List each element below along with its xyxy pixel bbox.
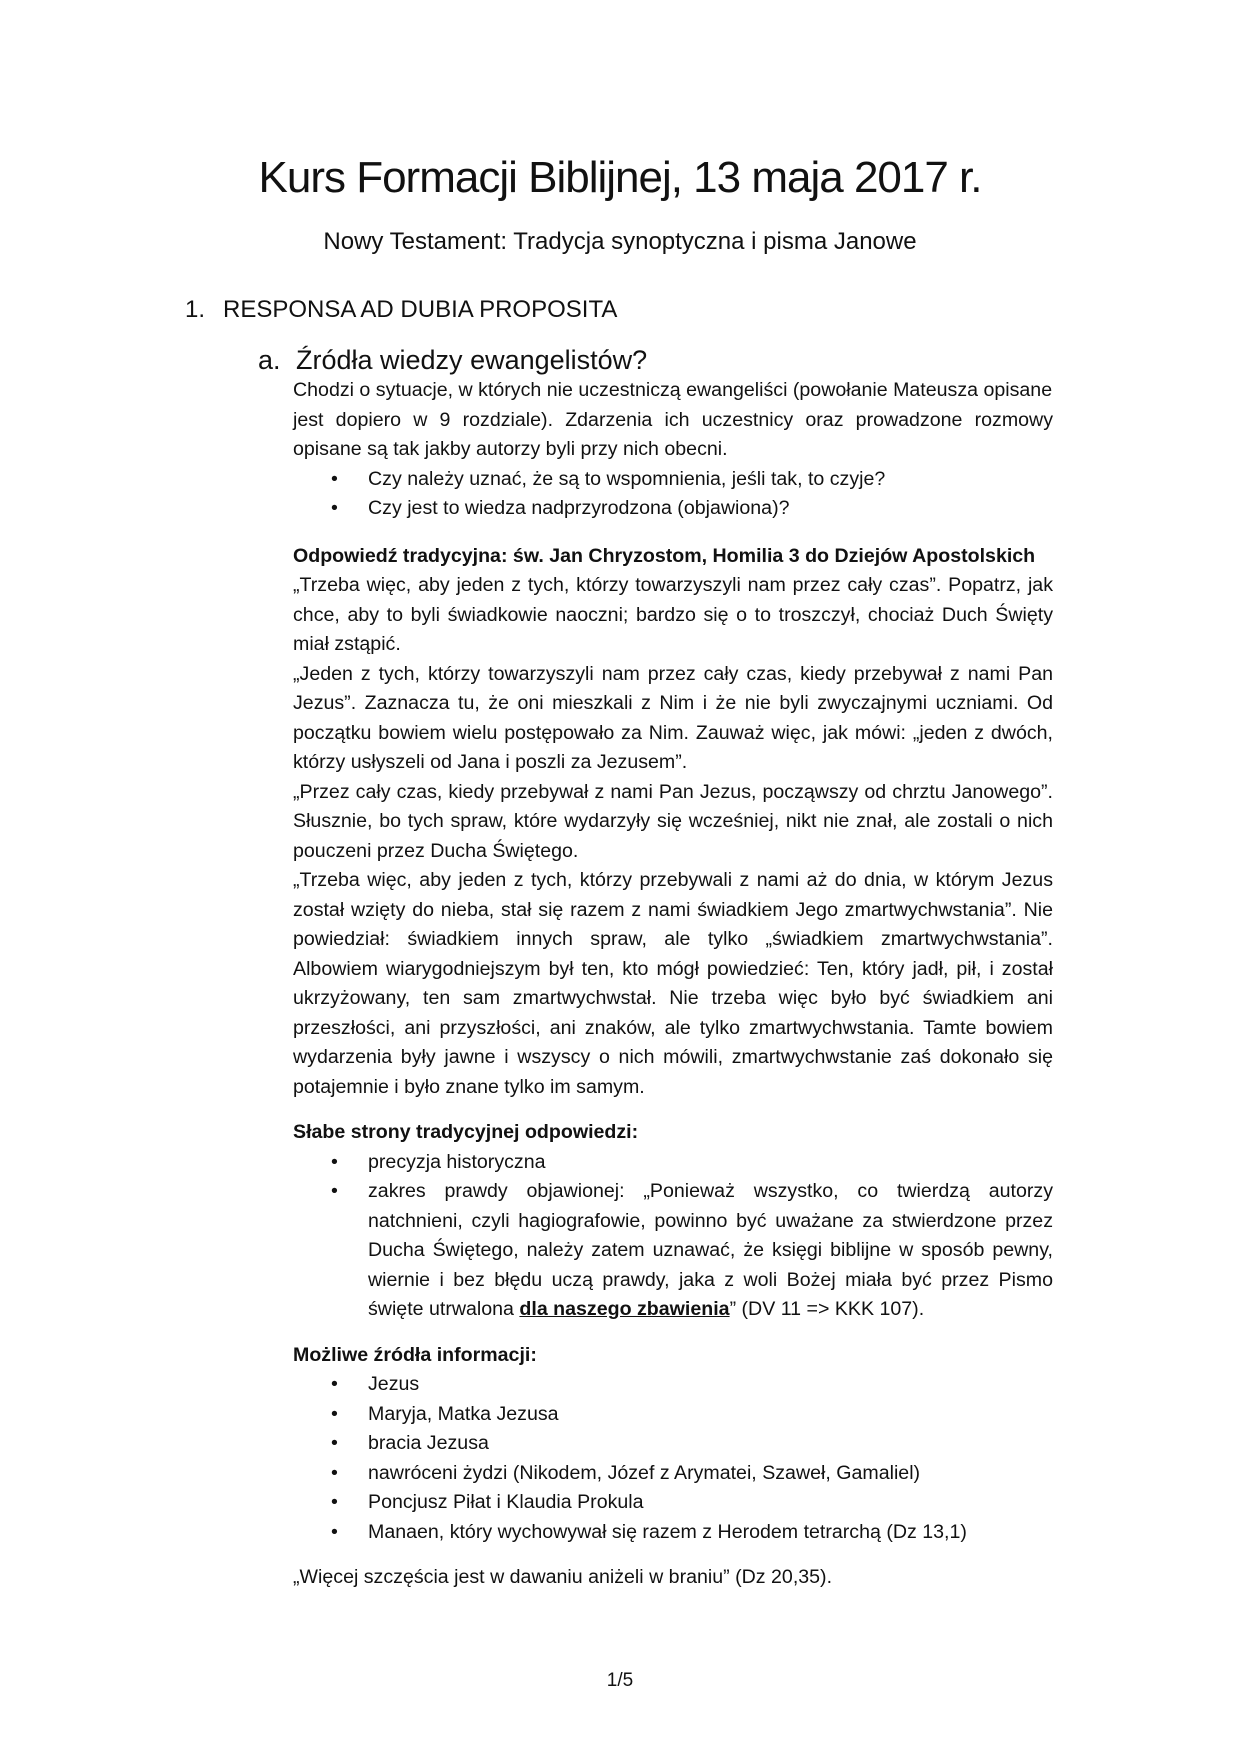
closing-quote: „Więcej szczęścia jest w dawaniu aniżeli w braniu” (Dz 20,35). (293, 1566, 833, 1588)
bullet-icon: • (331, 497, 338, 519)
document-title: Kurs Formacji Biblijnej, 13 maja 2017 r. (258, 153, 982, 202)
list-item-text: precyzja historyczna (368, 1150, 546, 1173)
emphasis-text: dla naszego zbawienia (519, 1298, 730, 1320)
quote-paragraph: „Jeden z tych, którzy towarzyszyli nam przez cały czas, kiedy przebywał z nami Pan Jezus”. Zaznacza tu, że oni mieszkali z Nim i że nie byli zwyczajnymi uczniami. Od początku bowiem wielu postępowało za Nim. Zauważ więc, jak mówi: „jeden z dwóch, którzy usłyszeli od Jana i poszli za Jezusem”. (293, 662, 1053, 773)
traditional-heading: Odpowiedź tradycyjna: św. Jan Chryzostom, Homilia 3 do Dziejów Apostolskich (293, 544, 1036, 567)
list-item-text: Czy jest to wiedza nadprzyrodzona (objawiona)? (368, 497, 790, 519)
list-item-text: Jezus (368, 1373, 420, 1395)
list-item-text: bracia Jezusa (368, 1432, 489, 1454)
list-item-text: Maryja, Matka Jezusa (368, 1402, 559, 1425)
bullet-icon: • (331, 1373, 338, 1395)
section-title: RESPONSA AD DUBIA PROPOSITA (223, 296, 618, 323)
quote-paragraph: „Przez cały czas, kiedy przebywał z nami Pan Jezus, począwszy od chrztu Janowego”. Słusznie, bo tych spraw, które wydarzyły się wcześniej, nikt nie znał, ale zostali o nich pouczeni przez Ducha Świętego. (293, 780, 1053, 862)
list-item (293, 465, 1053, 495)
list-item (293, 1459, 1053, 1489)
list-item (293, 1370, 1053, 1400)
list-item (293, 1488, 1053, 1518)
bullet-icon: • (331, 1491, 338, 1513)
bullet-icon: • (331, 467, 338, 490)
list-item (293, 1400, 1053, 1430)
intro-paragraph (293, 376, 1053, 465)
subsection-heading-a (258, 340, 647, 380)
intro-line: opisane są tak jakby autorzy byli przy nich obecni. (293, 438, 728, 460)
subsection-title: Źródła wiedzy ewangelistów? (296, 345, 648, 375)
quote-paragraph: „Trzeba więc, aby jeden z tych, którzy przebywali z nami aż do dnia, w którym Jezus został wzięty do nieba, stał się razem z nami świadkiem Jego zmartwychwstania”. Nie powiedział: świadkiem innych spraw, ale tylko „świadkiem zmartwychwstania”. Albowiem wiarygodniejszym był ten, kto mógł powiedzieć: Ten, który jadł, pił, i został ukrzyżowany, ten sam zmartwychwstał. Nie trzeba więc było być świadkiem ani przeszłości, ani przyszłości, ani znaków, ale tylko zmartwychwstania. Tamte bowiem wydarzenia były jawne i wszyscy o nich mówili, zmartwychwstanie zaś dokonało się potajemnie i było znane tylko im samym. (293, 869, 1053, 1098)
bullet-icon: • (331, 1180, 338, 1202)
document-subtitle: Nowy Testament: Tradycja synoptyczna i pisma Janowe (323, 228, 917, 255)
list-item (293, 494, 1053, 524)
subsection-letter: a. (258, 345, 281, 375)
section-number: 1. (185, 296, 206, 323)
weak-points-heading: Słabe strony tradycyjnej odpowiedzi: (293, 1121, 639, 1143)
page-number: 1/5 (606, 1670, 634, 1691)
bullet-icon: • (331, 1432, 338, 1454)
bullet-icon: • (331, 1402, 338, 1425)
section-heading-1 (185, 293, 617, 327)
bullet-icon: • (331, 1520, 338, 1543)
list-item-text: nawróceni żydzi (Nikodem, Józef z Arymatei, Szaweł, Gamaliel) (368, 1461, 921, 1484)
list-item-text: Czy należy uznać, że są to wspomnienia, jeśli tak, to czyje? (368, 467, 886, 490)
sources-heading: Możliwe źródła informacji: (293, 1343, 537, 1366)
list-item-text: zakres prawdy objawionej: „Ponieważ wszystko, co twierdzą autorzy natchnieni, czyli hagiografowie, powinno być uważane za stwierdzone przez Ducha Świętego, należy zatem uznawać, że księgi biblijne w sposób pewny, wiernie i bez błędu uczą prawdy, jaka z woli Bożej miała być przez Pismo święte utrwalona (368, 1180, 1053, 1320)
body-text (293, 376, 1053, 1593)
intro-line: jest dopiero w 9 rozdziale). Zdarzenia ich uczestnicy oraz prowadzone rozmowy (293, 408, 1053, 431)
list-item (293, 1148, 1053, 1178)
bullet-icon: • (331, 1461, 338, 1484)
list-item-tail: ” (DV 11 => KKK 107). (729, 1298, 925, 1320)
list-item (293, 1429, 1053, 1459)
bullet-icon: • (331, 1150, 338, 1173)
list-item-text: Manaen, który wychowywał się razem z Herodem tetrarchą (Dz 13,1) (368, 1520, 967, 1543)
list-item (293, 1518, 1053, 1548)
sources-list (293, 1370, 1053, 1547)
quote-paragraph: „Trzeba więc, aby jeden z tych, którzy towarzyszyli nam przez cały czas”. Popatrz, jak chce, aby to byli świadkowie naoczni; bardzo się o to troszczył, chociaż Duch Święty miał zstąpić. (293, 574, 1053, 655)
intro-line: Chodzi o sytuacje, w których nie uczestniczą ewangeliści (powołanie Mateusza opisane (293, 379, 1053, 401)
question-list (293, 465, 1053, 524)
weak-points-list (293, 1148, 1053, 1325)
list-item-text: Poncjusz Piłat i Klaudia Prokula (368, 1491, 644, 1513)
list-item (293, 1177, 1053, 1325)
